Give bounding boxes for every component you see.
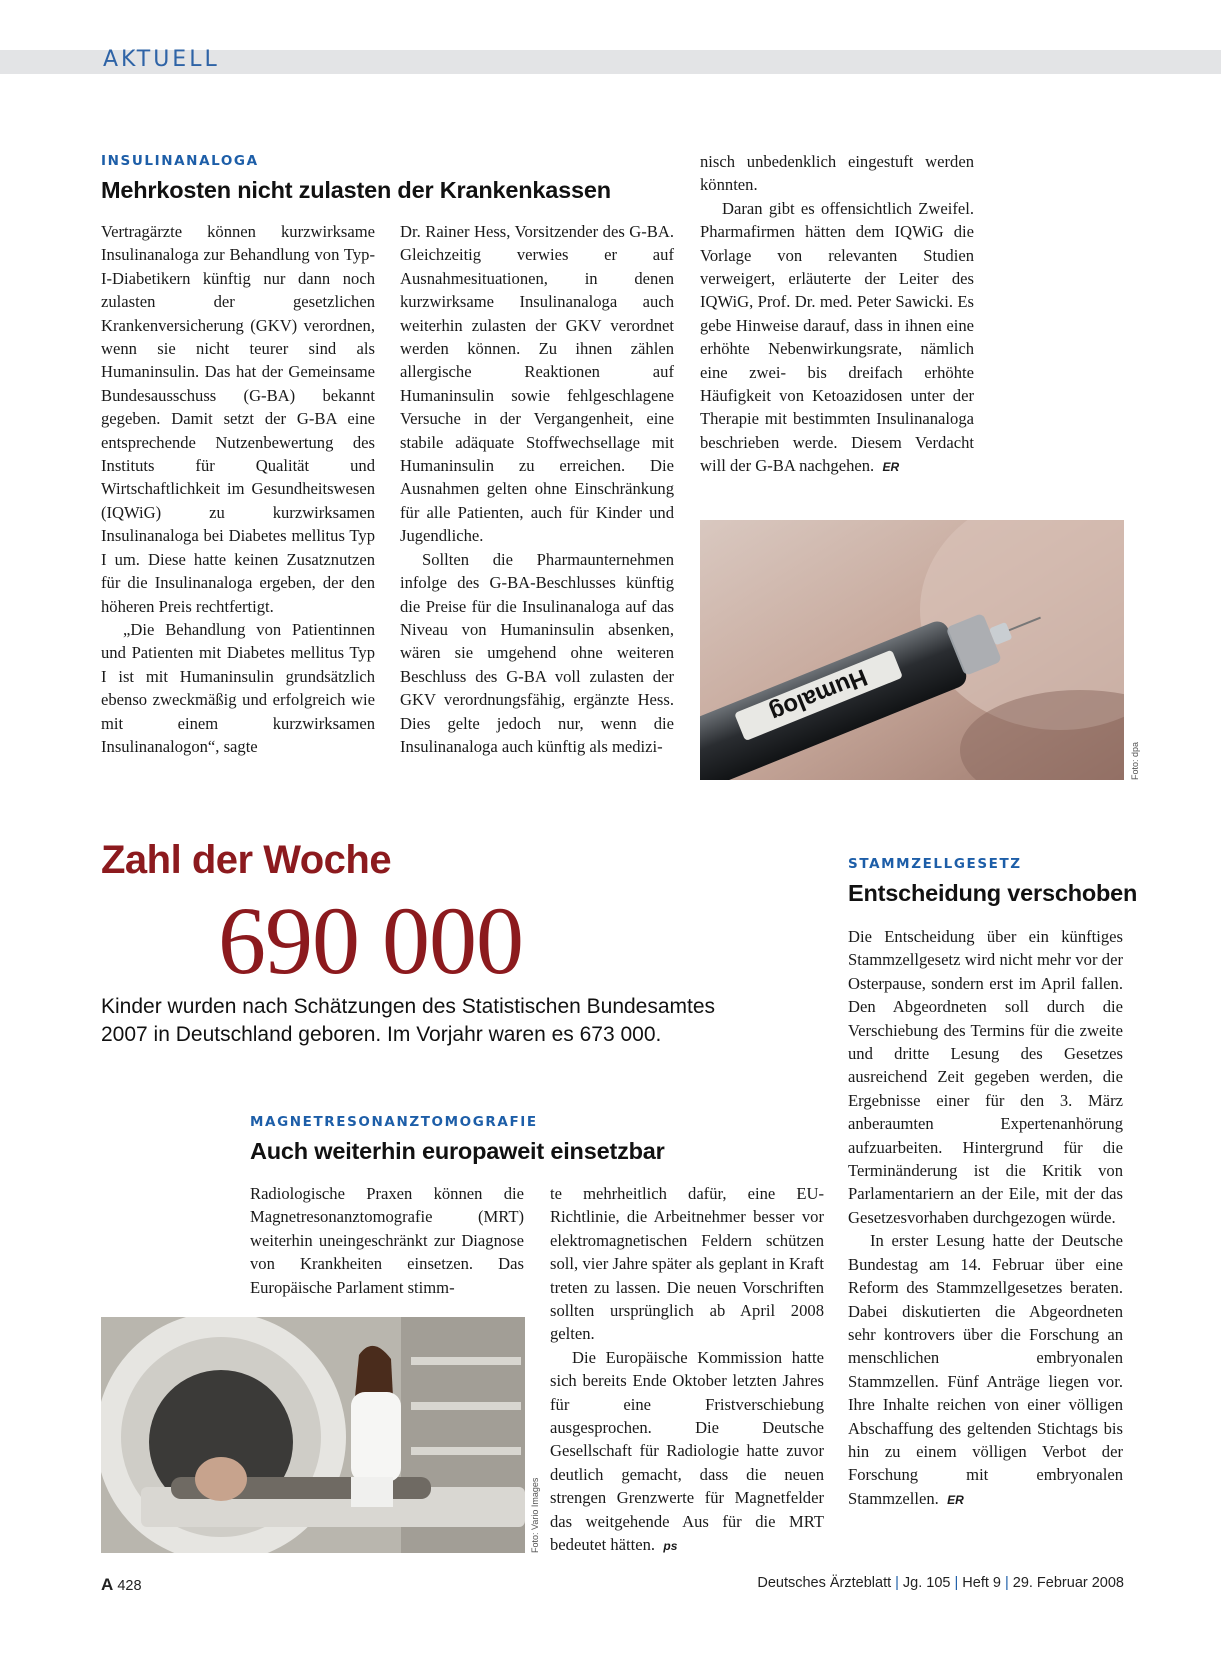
article2-photo-credit: Foto: Vario Images xyxy=(530,1477,540,1553)
footer-volume: Jg. 105 xyxy=(902,1575,951,1591)
article1-col1-para-2: „Die Behandlung von Patientinnen und Patienten mit Diabetes mellitus Typ I ist mit Humaninsulin grundsätzlich ebenso zweckmäßig und erfolgreich wie mit einem kurzwirksamen Insulinanalogon“, sagte xyxy=(101,619,375,756)
zahl-der-woche-title: Zahl der Woche xyxy=(101,838,392,882)
article1-signature: ER xyxy=(882,460,900,475)
article1-column-1 xyxy=(101,220,375,758)
footer-journal: Deutsches Ärzteblatt | Jg. 105 | Heft 9 | 29. Februar 2008 xyxy=(757,1575,1124,1591)
pen-label: Humalog xyxy=(765,663,872,727)
article3-signature: ER xyxy=(947,1492,964,1507)
section-label: AKTUELL xyxy=(103,47,220,72)
article3-headline: Entscheidung verschoben xyxy=(848,880,1138,906)
article3-kicker: STAMMZELLGESETZ xyxy=(848,856,1022,872)
article2-headline: Auch weiterhin europaweit einsetzbar xyxy=(250,1138,665,1164)
article1-col3-para-2 xyxy=(700,197,974,480)
footer-issue: Heft 9 xyxy=(962,1575,1001,1591)
article2-column-1 xyxy=(250,1182,524,1299)
article2-col2-para-2-text: Die Europäische Kommission hatte sich bereits Ende Oktober letzten Jahres für eine Fristverschiebung ausgesprochen. Die Deutsche Gesellschaft für Radiologie hatte zuvor deutlich gemacht, dass die neuen strengen Grenzwerte für Magnetfelder das weitgehende Aus für die MRT bedeutet hätten. xyxy=(550,1347,824,1555)
article1-headline: Mehrkosten nicht zulasten der Krankenkassen xyxy=(101,177,611,203)
insulin-pen-photo xyxy=(700,520,1124,780)
article1-column-3 xyxy=(700,150,974,480)
article1-column-2 xyxy=(400,220,674,758)
article2-signature: ps xyxy=(663,1539,678,1554)
article1-kicker: INSULINANALOGA xyxy=(101,153,259,169)
article1-col3-para-2-text: Daran gibt es offensichtlich Zweifel. Pharmafirmen hätten dem IQWiG die Vorlage von relevanten Studien verweigert, erläuterte der Leiter des IQWiG, Prof. Dr. med. Peter Sawicki. Es gebe Hinweise darauf, dass in ihnen eine erhöhte Nebenwirkungsrate, nämlich eine zwei- bis dreifach erhöhte Häufigkeit von Ketoazidosen unter der Therapie mit bestimmten Insulinanaloga beschrieben werde. Diesem Verdacht will der G-BA nachgehen. xyxy=(700,198,974,476)
mrt-scanner-illustration xyxy=(101,1317,525,1553)
article3-column-1 xyxy=(848,925,1123,1512)
article3-col1-para-1: Die Entscheidung über ein künftiges Stammzellgesetz wird nicht mehr vor der Osterpause, sondern erst im April fallen. Den Abgeordneten soll durch die Verschiebung des Termins für die zweite und dritte Lesung des Gesetzes ausreichend Zeit gegeben werden, die Ergebnisse einer für den 3. März anberaumten Expertenanhörung aufzuarbeiten. Hintergrund für die Terminänderung ist die Kritik von Parlamentariern an der Eile, mit der das Gesetzesvorhaben durchgezogen würde. xyxy=(848,927,1123,1227)
footer-journal-name: Deutsches Ärzteblatt xyxy=(757,1575,892,1591)
article1-col2-para-1: Dr. Rainer Hess, Vorsitzender des G-BA. Gleichzeitig verwies er auf Ausnahmesituationen, in denen kurzwirksame Insulinanaloga auch weiterhin zulasten der GKV verordnet werden können. Zu ihnen zählen allergische Reaktionen auf Humaninsulin sowie fehlgeschlagene Versuche in der Vergangenheit, eine stabile adäquate Stoffwechsellage mit Humaninsulin zu erreichen. Die Ausnahmen gelten ohne Einschränkung für alle Patienten, auch für Kinder und Jugendliche. xyxy=(400,222,674,546)
footer-page xyxy=(101,1575,142,1595)
page-prefix: A xyxy=(101,1575,114,1594)
article1-col1-para-1: Vertragärzte können kurzwirksame Insulinanaloga zur Behandlung von Typ-I-Diabetikern künftig nur dann noch zulasten der gesetzlichen Krankenversicherung (GKV) verordnen, wenn sie nicht teurer sind als Humaninsulin. Das hat der Gemeinsame Bundesausschuss (G-BA) bekannt gegeben. Damit setzt der G-BA eine entsprechende Nutzenbewertung des Instituts für Qualität und Wirtschaftlichkeit im Gesundheitswesen (IQWiG) zu kurzwirksamen Insulinanaloga bei Diabetes mellitus Typ I um. Diese hatte keinen Zusatznutzen für die Insulinanaloga ergeben, der den höheren Preis rechtfertigt. xyxy=(101,222,375,616)
article3-col1-para-2 xyxy=(848,1229,1123,1512)
article2-col1-para-1: Radiologische Praxen können die Magnetresonanztomografie (MRT) weiterhin uneingeschränkt zur Diagnose von Krankheiten einsetzen. Das Europäische Parlament stimm- xyxy=(250,1184,524,1297)
article3-col1-para-2-text: In erster Lesung hatte der Deutsche Bundestag am 14. Februar über eine Reform des Stammzellgesetzes beraten. Dabei diskutierten die Abgeordneten sehr kontrovers über die Forschung an menschlichen embryonalen Stammzellen. Fünf Anträge liegen vor. Ihre Inhalte reichen von einer völligen Abschaffung des geltenden Stichtags bis hin zu einem völligen Verbot der Forschung mit embryonalen Stammzellen. xyxy=(848,1231,1123,1508)
article1-col3-para-1: nisch unbedenklich eingestuft werden könnten. xyxy=(700,152,974,195)
zahl-der-woche-text: Kinder wurden nach Schätzungen des Statistischen Bundesamtes 2007 in Deutschland geboren. Im Vorjahr waren es 673 000. xyxy=(101,995,716,1046)
page-number: 428 xyxy=(117,1578,142,1594)
article1-col2-para-2: Sollten die Pharmaunternehmen infolge des G-BA-Beschlusses künftig die Preise für die Insulinanaloga auf das Niveau von Humaninsulin absenken, wären sie umgehend ohne weiteren Beschluss des G-BA voll zulasten der GKV verordnungsfähig, ergänzte Hess. Dies gelte jedoch nur, wenn die Insulinanaloga auch künftig als medizi- xyxy=(400,549,674,756)
article2-col2-para-1: te mehrheitlich dafür, eine EU-Richtlinie, die Arbeitnehmer besser vor elektromagnetischen Feldern schützen soll, vier Jahre später als geplant in Kraft treten zu lassen. Die neuen Vorschriften sollten ursprünglich ab April 2008 gelten. xyxy=(550,1184,824,1344)
footer-date: 29. Februar 2008 xyxy=(1012,1575,1124,1591)
article2-column-2 xyxy=(550,1182,824,1559)
article2-kicker: MAGNETRESONANZTOMOGRAFIE xyxy=(250,1114,538,1130)
article2-col2-para-2 xyxy=(550,1346,824,1559)
zahl-der-woche-number: 690 000 xyxy=(218,887,523,994)
article1-photo-credit: Foto: dpa xyxy=(1130,741,1140,780)
insulin-pen-illustration xyxy=(700,520,1124,780)
mrt-scanner-photo xyxy=(101,1317,525,1553)
